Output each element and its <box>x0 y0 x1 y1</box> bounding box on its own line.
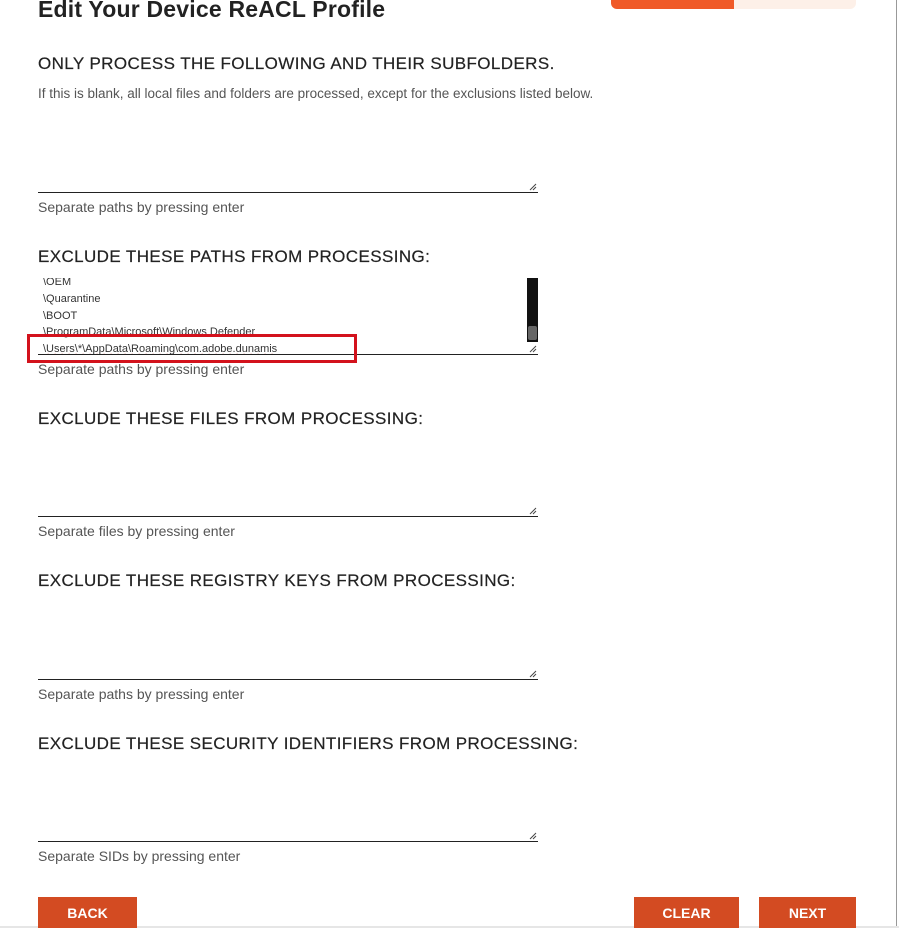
exclude-path-line: \OEM <box>43 278 72 288</box>
back-button[interactable]: BACK <box>38 897 137 928</box>
exclude-paths-scrollbar[interactable] <box>527 278 538 342</box>
include-folders-heading: ONLY PROCESS THE FOLLOWING AND THEIR SUBFOLDERS. <box>38 54 555 73</box>
annotation-highlight-box <box>27 334 357 363</box>
resize-grip-icon[interactable] <box>529 345 537 353</box>
exclude-sids-hint: Separate SIDs by pressing enter <box>38 848 241 864</box>
exclude-files-section <box>38 409 558 429</box>
exclude-path-line: \ProgramData\Microsoft\Windows Defender <box>43 326 256 339</box>
resize-grip-icon[interactable] <box>529 183 537 191</box>
page-title: Edit Your Device ReACL Profile <box>38 0 386 22</box>
exclude-paths-heading: EXCLUDE THESE PATHS FROM PROCESSING: <box>38 247 431 266</box>
exclude-paths-section <box>38 247 558 267</box>
progress-remaining-segment <box>734 0 856 9</box>
clear-button[interactable]: CLEAR <box>634 897 739 928</box>
exclude-registry-hint: Separate paths by pressing enter <box>38 686 245 702</box>
include-folders-textarea[interactable] <box>38 112 538 193</box>
resize-grip-icon[interactable] <box>529 507 537 515</box>
exclude-sids-textarea[interactable] <box>38 765 538 842</box>
exclude-sids-heading: EXCLUDE THESE SECURITY IDENTIFIERS FROM PROCESSING: <box>38 734 579 753</box>
exclude-paths-hint: Separate paths by pressing enter <box>38 361 245 377</box>
wizard-progress-bar <box>611 0 856 9</box>
exclude-path-line: \Quarantine <box>43 292 101 305</box>
resize-grip-icon[interactable] <box>529 832 537 840</box>
exclude-sids-section <box>38 734 579 754</box>
window-edge <box>896 0 897 928</box>
next-button[interactable]: NEXT <box>759 897 856 928</box>
exclude-files-heading: EXCLUDE THESE FILES FROM PROCESSING: <box>38 409 424 428</box>
exclude-path-line-highlighted: \Users\*\AppData\Roaming\com.adobe.dunamis <box>43 343 278 355</box>
include-folders-description: If this is blank, all local files and folders are processed, except for the exclusions listed below. <box>38 86 594 101</box>
include-folders-hint: Separate paths by pressing enter <box>38 199 245 215</box>
exclude-files-hint: Separate files by pressing enter <box>38 523 235 539</box>
exclude-files-textarea[interactable] <box>38 440 538 517</box>
exclude-registry-heading: EXCLUDE THESE REGISTRY KEYS FROM PROCESSING: <box>38 571 516 590</box>
resize-grip-icon[interactable] <box>529 670 537 678</box>
exclude-path-line: \BOOT <box>43 309 78 322</box>
exclude-registry-section <box>38 571 558 591</box>
progress-completed-segment <box>611 0 734 9</box>
exclude-registry-textarea[interactable] <box>38 602 538 680</box>
scrollbar-thumb[interactable] <box>528 326 537 340</box>
include-folders-section <box>38 54 594 101</box>
